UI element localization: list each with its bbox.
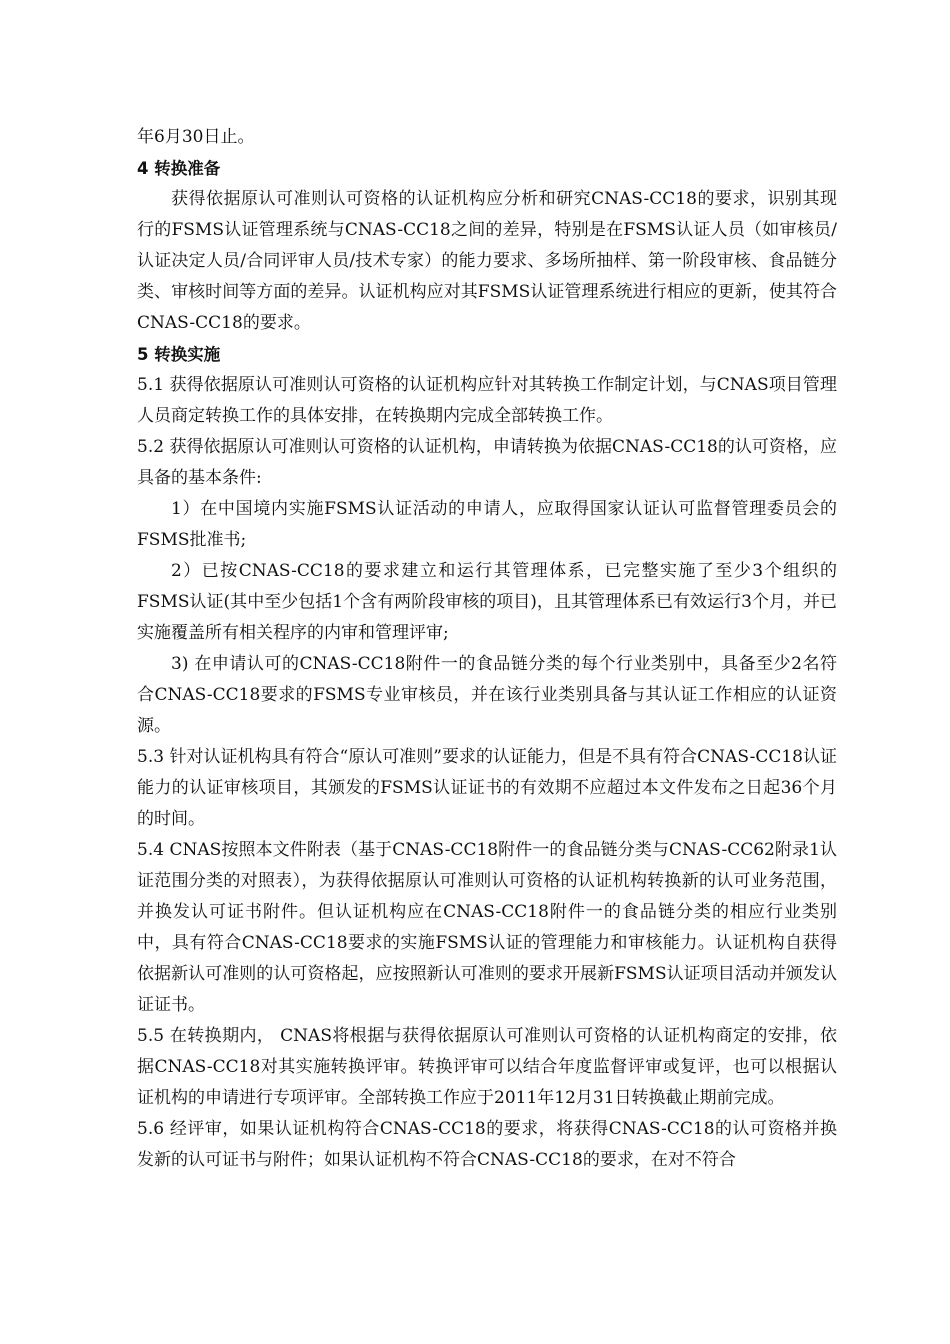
document-body — [137, 122, 837, 1176]
continuation-line: 年6月30日止。 — [137, 127, 255, 147]
clause-5-6: 5.6 经评审，如果认证机构符合CNAS-CC18的要求，将获得CNAS-CC18的认可资格并换发新的认可证书与附件；如果认证机构不符合CNAS-CC18的要求，在对不符合 — [137, 1119, 837, 1170]
condition-item-1: 1）在中国境内实施FSMS认证活动的申请人，应取得国家认证认可监督管理委员会的FSMS批准书; — [137, 499, 837, 550]
section-5-heading: 5 转换实施 — [137, 345, 221, 364]
clause-5-5: 5.5 在转换期内， CNAS将根据与获得依据原认可准则认可资格的认证机构商定的安排，依据CNAS-CC18对其实施转换评审。转换评审可以结合年度监督评审或复评，也可以根据认证机构的申请进行专项评审。全部转换工作应于2011年12月31日转换截止期前完成。 — [137, 1026, 837, 1108]
clause-5-2: 5.2 获得依据原认可准则认可资格的认证机构，申请转换为依据CNAS-CC18的认可资格，应具备的基本条件: — [137, 437, 837, 488]
clause-5-4: 5.4 CNAS按照本文件附表（基于CNAS-CC18附件一的食品链分类与CNAS-CC62附录1认证范围分类的对照表），为获得依据原认可准则认可资格的认证机构转换新的认可业务范围，并换发认可证书附件。但认证机构应在CNAS-CC18附件一的食品链分类的相应行业类别中，具有符合CNAS-CC18要求的实施FSMS认证的管理能力和审核能力。认证机构自获得依据新认可准则的认可资格起，应按照新认可准则的要求开展新FSMS认证项目活动并颁发认证证书。 — [137, 840, 837, 1015]
condition-item-3: 3) 在申请认可的CNAS-CC18附件一的食品链分类的每个行业类别中，具备至少2名符合CNAS-CC18要求的FSMS专业审核员，并在该行业类别具备与其认证工作相应的认证资源。 — [137, 654, 837, 736]
section-4-paragraph: 获得依据原认可准则认可资格的认证机构应分析和研究CNAS-CC18的要求，识别其现行的FSMS认证管理系统与CNAS-CC18之间的差异，特别是在FSMS认证人员（如审核员/认证决定人员/合同评审人员/技术专家）的能力要求、多场所抽样、第一阶段审核、食品链分类、审核时间等方面的差异。认证机构应对其FSMS认证管理系统进行相应的更新，使其符合CNAS-CC18的要求。 — [137, 189, 837, 333]
condition-item-2: 2）已按CNAS-CC18的要求建立和运行其管理体系，已完整实施了至少3个组织的FSMS认证(其中至少包括1个含有两阶段审核的项目)，且其管理体系已有效运行3个月，并已实施覆盖所有相关程序的内审和管理评审; — [137, 561, 837, 643]
clause-5-3: 5.3 针对认证机构具有符合“原认可准则”要求的认证能力，但是不具有符合CNAS-CC18认证能力的认证审核项目，其颁发的FSMS认证证书的有效期不应超过本文件发布之日起36个月的时间。 — [137, 747, 837, 829]
section-4-heading: 4 转换准备 — [137, 159, 221, 178]
clause-5-1: 5.1 获得依据原认可准则认可资格的认证机构应针对其转换工作制定计划，与CNAS项目管理人员商定转换工作的具体安排，在转换期内完成全部转换工作。 — [137, 375, 837, 426]
